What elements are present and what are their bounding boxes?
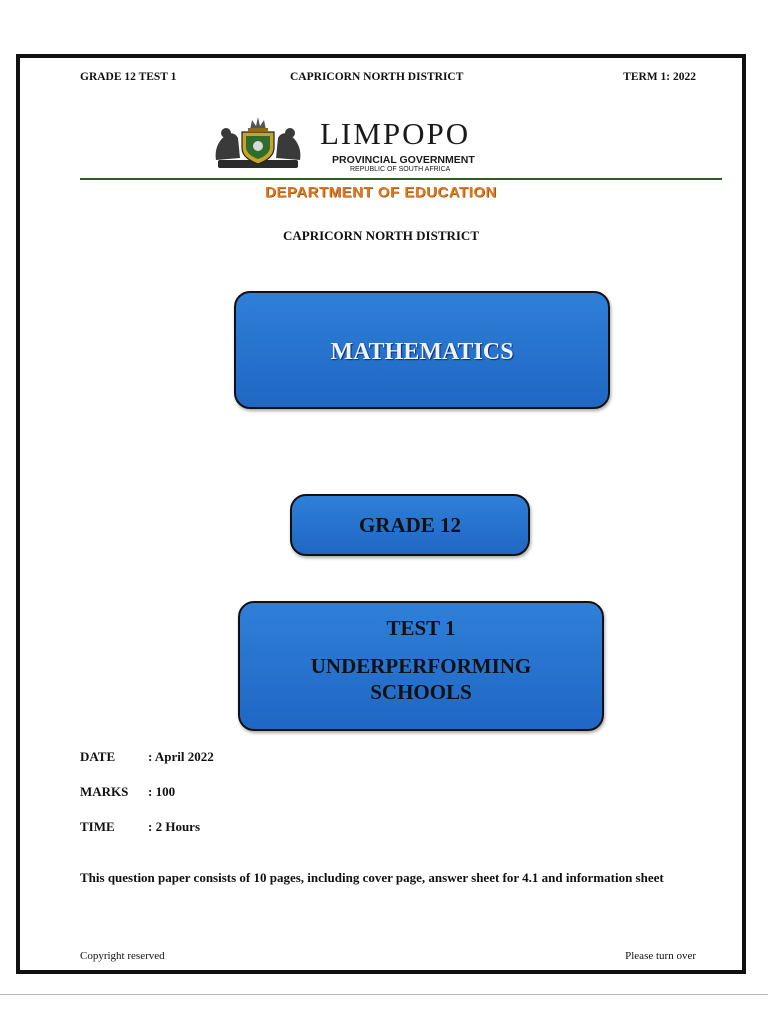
country-subtitle: REPUBLIC OF SOUTH AFRICA bbox=[350, 166, 451, 173]
department-title: DEPARTMENT OF EDUCATION bbox=[265, 184, 497, 201]
date-value: : April 2022 bbox=[148, 749, 214, 764]
copyright-notice: Copyright reserved bbox=[80, 950, 165, 962]
marks-label: MARKS bbox=[80, 784, 129, 799]
date-label: DATE bbox=[80, 749, 116, 764]
header-grade-test: GRADE 12 TEST 1 bbox=[80, 71, 177, 83]
paper-info-note: This question paper consists of 10 pages, including cover page, answer sheet for 4.1 and information sheet bbox=[80, 870, 664, 885]
turn-over-notice: Please turn over bbox=[625, 950, 696, 962]
government-subtitle: PROVINCIAL GOVERNMENT bbox=[332, 154, 475, 166]
coat-of-arms-icon bbox=[210, 114, 306, 174]
marks-value: : 100 bbox=[148, 784, 176, 799]
government-logo bbox=[210, 114, 550, 174]
logo-divider bbox=[80, 178, 722, 180]
time-label: TIME bbox=[80, 819, 115, 834]
test-title: TEST 1 bbox=[386, 616, 456, 640]
district-title: CAPRICORN NORTH DISTRICT bbox=[282, 228, 479, 243]
viewer-divider bbox=[0, 994, 768, 995]
header-term: TERM 1: 2022 bbox=[623, 71, 696, 83]
time-value: : 2 Hours bbox=[148, 819, 200, 834]
test-subtitle-line1: UNDERPERFORMING bbox=[310, 654, 532, 678]
test-box bbox=[238, 601, 604, 731]
subject-title: MATHEMATICS bbox=[330, 339, 514, 365]
cover-page bbox=[16, 54, 746, 974]
test-subtitle-line2: SCHOOLS bbox=[370, 680, 472, 704]
grade-title: GRADE 12 bbox=[358, 513, 462, 537]
header-district: CAPRICORN NORTH DISTRICT bbox=[290, 71, 464, 83]
grade-box bbox=[290, 494, 530, 556]
page-header bbox=[80, 71, 696, 87]
province-name: LIMPOPO bbox=[320, 116, 471, 151]
subject-box bbox=[234, 291, 610, 409]
